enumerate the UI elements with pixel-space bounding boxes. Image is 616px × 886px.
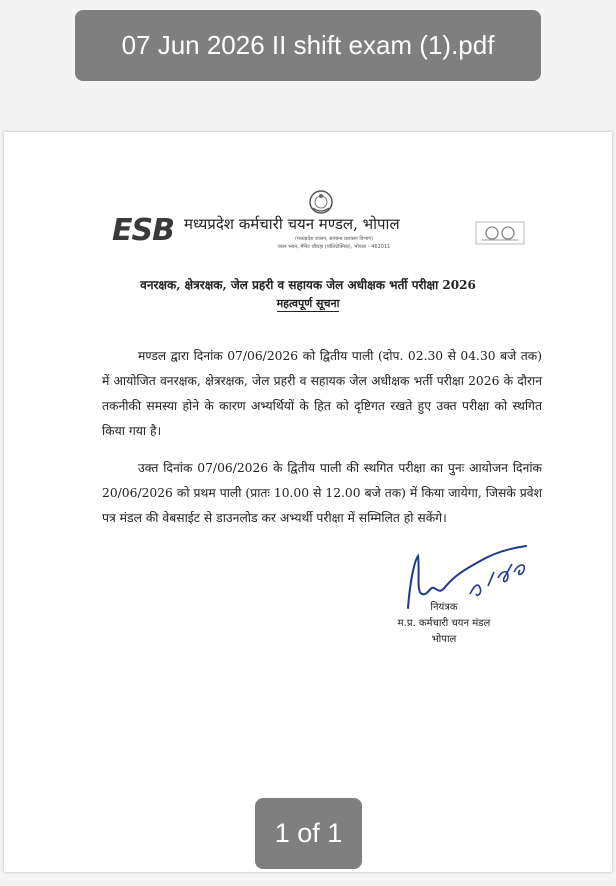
notice-heading bbox=[4, 296, 612, 311]
signatory-designation: नियंत्रक bbox=[430, 602, 458, 613]
letterhead bbox=[4, 132, 612, 262]
department-logo-icon bbox=[474, 218, 526, 248]
document-title: 07 Jun 2026 II shift exam (1).pdf bbox=[121, 30, 495, 60]
document-title-bar[interactable] bbox=[75, 10, 541, 81]
notice-paragraph-1: मण्डल द्वारा दिनांक 07/06/2026 को द्वितीय पाली (दोप. 02.30 से 04.30 बजे तक) में आयोजित वनरक्षक, क्षेत्ररक्षक, जेल प्रहरी व सहायक जेल अधीक्षक भर्ती परीक्षा 2026 के दौरान तकनीकी समस्या होने के कारण अभ्यर्थियों के हित को दृष्टिगत रखते हुए उक्त परीक्षा को स्थगित किया गया है। bbox=[102, 349, 542, 438]
signatory-city: भोपाल bbox=[431, 634, 457, 645]
organization-address: चयन भवन, मैनिट चौराहा (पॉलिटेक्निक), भोपाल - 462011 bbox=[277, 244, 391, 250]
esb-logo: ESB bbox=[112, 213, 174, 248]
notice-paragraph-2: उक्त दिनांक 07/06/2026 के द्वितीय पाली की स्थगित परीक्षा का पुनः आयोजन दिनांक 20/06/2026 को प्रथम पाली (प्रातः 10.00 से 12.00 बजे तक) में किया जायेगा, जिसके प्रवेश पत्र मंडल की वेबसाईट से डाउनलोड कर अभ्यर्थी परीक्षा में सम्मिलित हो सकेंगे। bbox=[102, 461, 542, 525]
organization-subtitle: (मध्यप्रदेश शासन, सामान्य प्रशासन विभाग) bbox=[294, 236, 374, 242]
organization-name: मध्यप्रदेश कर्मचारी चयन मण्डल, भोपाल bbox=[184, 215, 400, 233]
pdf-page bbox=[4, 132, 612, 872]
state-emblem-icon bbox=[301, 188, 341, 216]
page-indicator-text: 1 of 1 bbox=[274, 818, 343, 848]
page-indicator bbox=[255, 798, 362, 869]
signatory-block bbox=[384, 600, 504, 648]
notice-heading-text: महत्वपूर्ण सूचना bbox=[276, 297, 340, 310]
exam-title: वनरक्षक, क्षेत्ररक्षक, जेल प्रहरी व सहायक जेल अधीक्षक भर्ती परीक्षा 2026 bbox=[140, 278, 476, 292]
signatory-office: म.प्र. कर्मचारी चयन मंडल bbox=[397, 618, 491, 629]
